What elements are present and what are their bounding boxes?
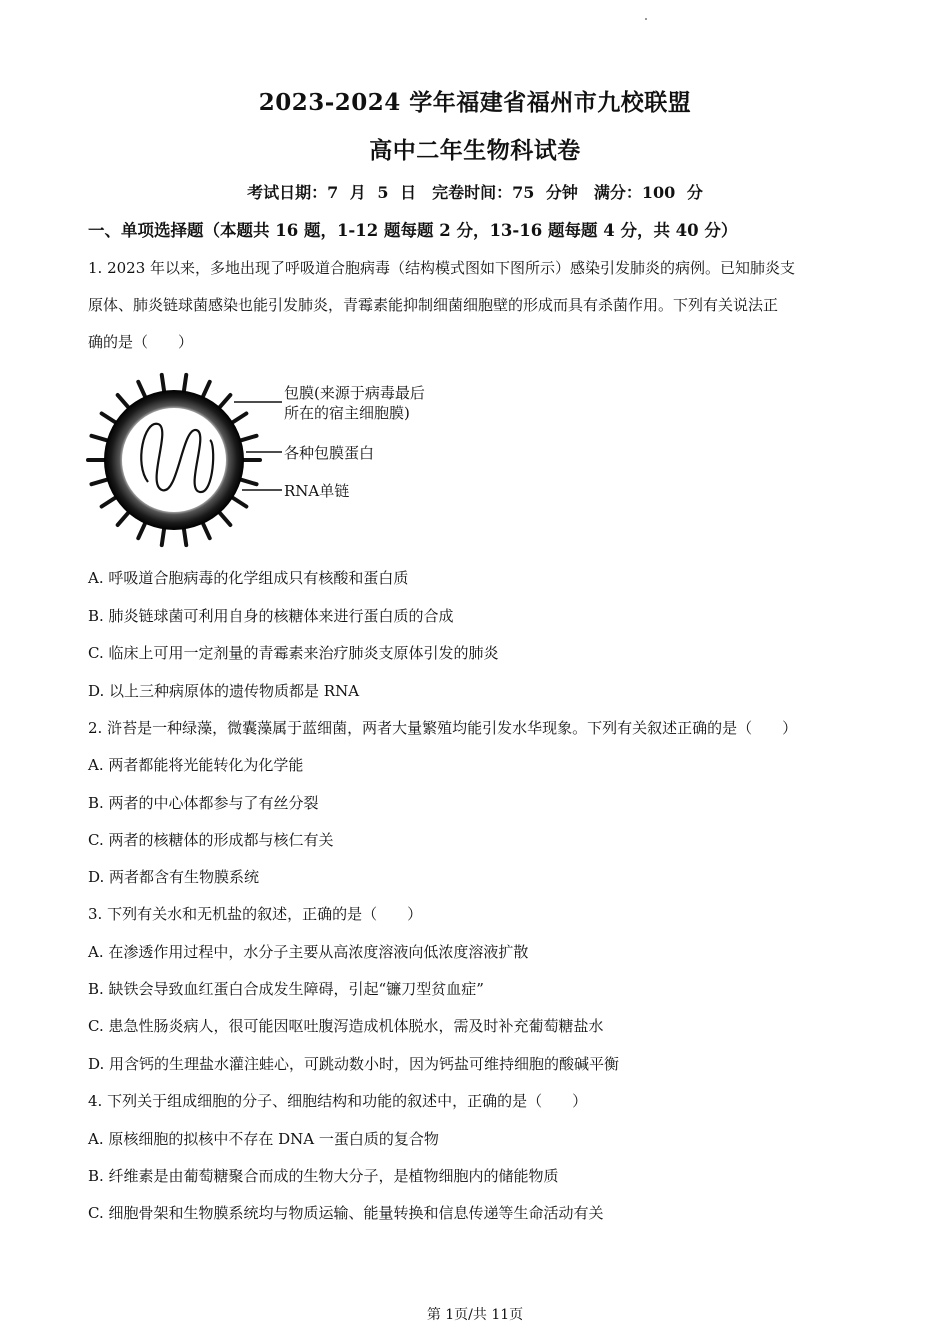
envelope-label-1: 包膜(来源于病毒最后 (284, 384, 425, 402)
scan-dot (645, 18, 647, 20)
q1-option-b: B. 肺炎链球菌可利用自身的核糖体来进行蛋白质的合成 (88, 607, 454, 625)
q2-option-a: A. 两者都能将光能转化为化学能 (88, 756, 304, 774)
q2-stem: 2. 浒苔是一种绿藻，微囊藻属于蓝细菌，两者大量繁殖均能引发水华现象。下列有关叙述正确的是（ ） (88, 719, 798, 737)
q1-option-d: D. 以上三种病原体的遗传物质都是 RNA (88, 682, 360, 700)
q1-stem-line3: 确的是（ ） (88, 333, 194, 351)
q2-option-d: D. 两者都含有生物膜系统 (88, 868, 260, 886)
q1-option-c: C. 临床上可用一定剂量的青霉素来治疗肺炎支原体引发的肺炎 (88, 644, 499, 662)
exam-title-line2: 高中二年生物科试卷 (369, 137, 581, 164)
q4-option-c: C. 细胞骨架和生物膜系统均与物质运输、能量转换和信息传递等生命活动有关 (88, 1204, 604, 1222)
q3-option-b: B. 缺铁会导致血红蛋白合成发生障碍，引起“镰刀型贫血症” (88, 980, 484, 998)
q3-option-d: D. 用含钙的生理盐水灌注蛙心，可跳动数小时，因为钙盐可维持细胞的酸碱平衡 (88, 1055, 620, 1073)
q1-stem-line2: 原体、肺炎链球菌感染也能引发肺炎，青霉素能抑制细菌细胞壁的形成而具有杀菌作用。下列有关说法正 (88, 296, 779, 314)
virus-diagram (86, 364, 466, 554)
q2-option-c: C. 两者的核糖体的形成都与核仁有关 (88, 831, 334, 849)
q2-option-b: B. 两者的中心体都参与了有丝分裂 (88, 794, 319, 812)
page-number: 第 1页/共 11页 (426, 1307, 524, 1323)
q1-stem-line1: 1. 2023 年以来，多地出现了呼吸道合胞病毒（结构模式图如下图所示）感染引发肺炎的病例。已知肺炎支 (88, 259, 796, 277)
protein-label: 各种包膜蛋白 (284, 444, 375, 462)
q4-option-b: B. 纤维素是由葡萄糖聚合而成的生物大分子，是植物细胞内的储能物质 (88, 1167, 559, 1185)
virus-structure-figure (86, 364, 466, 554)
q3-option-a: A. 在渗透作用过程中，水分子主要从高浓度溶液向低浓度溶液扩散 (88, 943, 529, 961)
q3-stem: 3. 下列有关水和无机盐的叙述，正确的是（ ） (88, 905, 423, 923)
envelope-label-2: 所在的宿主细胞膜) (284, 404, 410, 422)
section-heading: 一、单项选择题（本题共 16 题，1-12 题每题 2 分，13-16 题每题 4 分，共 40 分） (88, 221, 738, 240)
virus-interior (122, 408, 226, 512)
q3-option-c: C. 患急性肠炎病人，很可能因呕吐腹泻造成机体脱水，需及时补充葡萄糖盐水 (88, 1017, 604, 1035)
q1-option-a: A. 呼吸道合胞病毒的化学组成只有核酸和蛋白质 (88, 569, 409, 587)
rna-label: RNA单链 (284, 482, 350, 500)
exam-meta: 考试日期：7 月 5 日 完卷时间：75 分钟 满分：100 分 (247, 183, 703, 202)
q4-option-a: A. 原核细胞的拟核中不存在 DNA 一蛋白质的复合物 (88, 1130, 439, 1148)
q4-stem: 4. 下列关于组成细胞的分子、细胞结构和功能的叙述中，正确的是（ ） (88, 1092, 588, 1110)
exam-title-line1: 2023-2024 学年福建省福州市九校联盟 (258, 89, 692, 116)
